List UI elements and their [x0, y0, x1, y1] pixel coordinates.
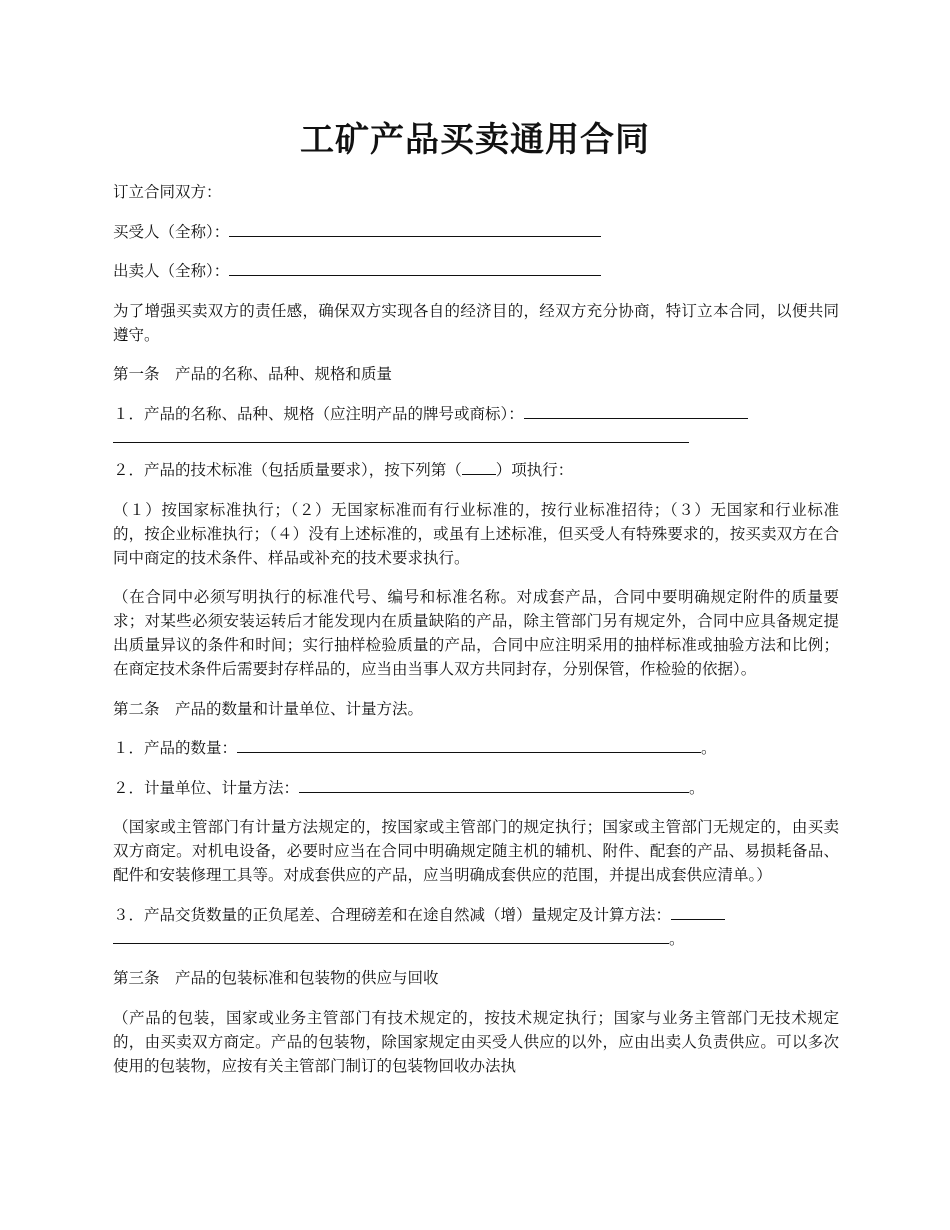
article1-item2	[113, 458, 839, 482]
standard-option-blank[interactable]	[462, 458, 496, 475]
article1-item2-suffix: ）项执行：	[495, 461, 574, 479]
tolerance-blank-line2[interactable]	[113, 927, 669, 944]
article1-item1	[113, 402, 839, 443]
article2-item3-label: ３．产品交货数量的正负尾差、合理磅差和在途自然减（增）量规定及计算方法：	[113, 905, 672, 924]
article2-item2-label: ２．计量单位、计量方法：	[113, 778, 300, 797]
product-name-blank-line2[interactable]	[113, 426, 689, 443]
seller-label: 出卖人（全称）：	[113, 262, 230, 280]
article2-item1	[113, 736, 839, 760]
buyer-label: 买受人（全称）：	[113, 222, 230, 241]
tolerance-blank-line2-wrap	[113, 927, 839, 951]
article2-note: （国家或主管部门有计量方法规定的，按国家或主管部门的规定执行；国家或主管部门无规定的，由买卖双方商定。对机电设备，必要时应当在合同中明确规定随主机的辅机、附件、配套的产品、易损耗备品、配件和安装修理工具等。对成套供应的产品，应当明确成套供应的范围，并提出成套供应清单。）	[113, 818, 839, 884]
article1-item1-label: １．产品的名称、品种、规格（应注明产品的牌号或商标）：	[113, 404, 524, 423]
article1-options: （１）按国家标准执行；（２）无国家标准而有行业标准的，按行业标准招待；（３）无国家和行业标准的，按企业标准执行；（４）没有上述标准的，或虽有上述标准，但买受人有特殊要求的，按买卖双方在合同中商定的技术条件、样品或补充的技术要求执行。	[113, 500, 839, 567]
buyer-name-blank[interactable]	[229, 220, 601, 237]
article1-heading: 第一条 产品的名称、品种、规格和质量	[113, 365, 393, 383]
measurement-blank[interactable]	[299, 776, 689, 793]
seller-line	[113, 259, 839, 283]
end-mark: 。	[689, 778, 705, 797]
seller-name-blank[interactable]	[229, 259, 601, 276]
tolerance-blank[interactable]	[671, 903, 725, 920]
article2-heading: 第二条 产品的数量和计量单位、计量方法。	[113, 699, 424, 718]
article2-item1-label: １．产品的数量：	[113, 739, 238, 757]
end-mark: 。	[701, 739, 717, 757]
buyer-line	[113, 220, 839, 244]
quantity-blank[interactable]	[237, 736, 701, 753]
contract-body	[113, 180, 839, 1093]
article2-item2	[113, 776, 839, 800]
end-mark: 。	[669, 929, 685, 948]
article3-note: （产品的包装，国家或业务主管部门有技术规定的，按技术规定执行；国家与业务主管部门无技术规定的，由买卖双方商定。产品的包装物，除国家规定由买受人供应的以外，应由出卖人负责供应。可以多次使用的包装物，应按有关主管部门制订的包装物回收办法执	[113, 1008, 839, 1075]
article1-note: （在合同中必须写明执行的标准代号、编号和标准名称。对成套产品，合同中要明确规定附件的质量要求；对某些必须安装运转后才能发现内在质量缺陷的产品，除主管部门另有规定外，合同中应具备规定提出质量异议的条件和时间；实行抽样检验质量的产品，合同中应注明采用的抽样标准或抽验方法和比例；在商定技术条件后需要封存样品的，应当由当事人双方共同封存，分别保管，作检验的依据）。	[113, 588, 839, 678]
article2-item3	[113, 903, 839, 951]
intro-paragraph: 为了增强买卖双方的责任感，确保双方实现各自的经济目的，经双方充分协商，特订立本合同，以便共同遵守。	[113, 301, 839, 344]
article3-heading: 第三条 产品的包装标准和包装物的供应与回收	[113, 969, 439, 987]
product-name-blank[interactable]	[524, 402, 748, 419]
parties-heading: 订立合同双方：	[113, 183, 222, 201]
page-title: 工矿产品买卖通用合同	[300, 120, 650, 160]
article1-item2-prefix: ２．产品的技术标准（包括质量要求），按下列第（	[113, 461, 462, 479]
